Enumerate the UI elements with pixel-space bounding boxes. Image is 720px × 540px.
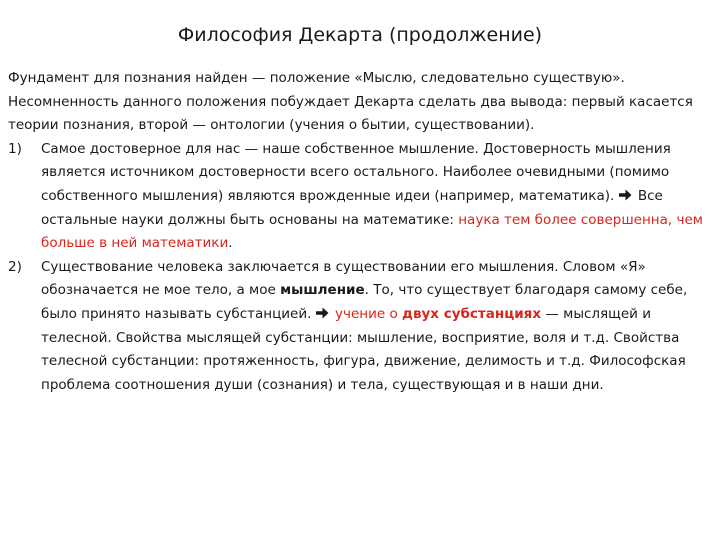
slide-title: Философия Декарта (продолжение) (177, 24, 543, 46)
arrow-right-icon (316, 307, 329, 319)
list-text: . (228, 235, 233, 252)
highlight-text: наука тем более совершенна, чем больше в ней математики (41, 211, 703, 252)
arrow-right-icon (619, 189, 632, 201)
paragraph-conclusions: Несомненность данного положения побуждает Декарта сделать два вывода: первый касается теории познания, второй — онтологии (учения о бытии, существовании). (8, 93, 693, 134)
slide-body (8, 67, 708, 397)
list-item-knowledge (8, 138, 708, 256)
paragraph-foundation: Фундамент для познания найден — положение «Мыслю, следовательно существую». (8, 70, 625, 86)
highlight-text: учение о (330, 305, 403, 322)
highlight-emphasis-text: двух субстанциях (402, 305, 542, 322)
emphasis-text: мышление (280, 282, 365, 299)
list-number: 1) (8, 140, 22, 157)
list-text: Существование человека заключается в существовании его мышления. Словом «Я» обозначается не мое тело, а мое (41, 258, 646, 299)
list-number: 2) (8, 258, 22, 275)
list-text: . То, что существует благодаря самому себе, было принято называть субстанцией. (41, 282, 688, 322)
list-text: Все остальные науки должны быть основаны на математике: (41, 187, 663, 228)
list-text: — мыслящей и телесной. Свойства мыслящей субстанции: мышление, восприятие, воля и т.д. Свойства телесной субстанции: протяженность, фигура, движение, делимость и т.д. Философская проблема соотношения души (сознания) и тела, существующая и в наши дни. (41, 305, 686, 393)
list-item-ontology (8, 256, 708, 398)
list-text: Самое достоверное для нас — наше собственное мышление. Достоверность мышления является источником достоверности всего остального. Наиболее очевидными (помимо собственного мышления) являются врожденные идеи (например, математика). (41, 140, 671, 204)
